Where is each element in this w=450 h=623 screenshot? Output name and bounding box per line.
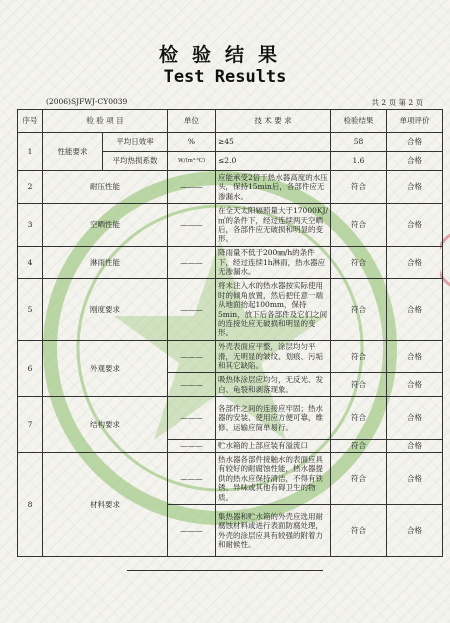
row-rating: 合格 [387,440,443,453]
row-seq: 7 [18,397,43,453]
row-item: 空晒性能 [43,204,168,247]
row-rating: 合格 [387,279,443,341]
row-result: 符合 [331,453,387,505]
row-requirement: 在全天太阳辐照量大于17000KJ/㎡的条件下，经过连续两天空晒后，各部件应无破损和明显的变形。 [216,204,331,247]
row-unit: ——— [168,440,216,453]
table-row [18,171,443,204]
table-row [18,279,443,341]
row-result: 符合 [331,247,387,279]
row-unit: ——— [168,341,216,373]
page-number: 共 2 页 第 2 页 [371,98,423,107]
row-requirement: 降雨量不低于200㎜/h的条件下，经过连续1h淋雨，热水器应无渗漏水。 [216,247,331,279]
row-rating: 合格 [387,247,443,279]
header-item: 检 验 项 目 [43,110,168,133]
row-unit: ——— [168,453,216,505]
row-requirement: ≤2.0 [216,152,331,171]
row-unit: ——— [168,397,216,440]
row-rating: 合格 [387,373,443,397]
row-unit: ——— [168,279,216,341]
row-result: 符合 [331,279,387,341]
row-result: 1.6 [331,152,387,171]
end-of-table-line [127,570,323,571]
row-result: 符合 [331,373,387,397]
row-rating: 合格 [387,341,443,373]
row-result: 58 [331,133,387,152]
row-requirement: 将未注入水的热水器按实际使用时的倾角放置，然后把任意一端从地面抬起100mm，保持5min，放下后各部件及它们之间的连接处应无破损和明显的变形。 [216,279,331,341]
row-result: 符合 [331,505,387,557]
row-requirement: 吸热体涂层应均匀，无反光、发白、龟裂和剥落现象。 [216,373,331,397]
table-row [18,247,443,279]
row-rating: 合格 [387,453,443,505]
row-rating: 合格 [387,505,443,557]
document-code: (2006)SJFWJ-CY0039 [46,97,128,106]
row-unit: ——— [168,247,216,279]
header-rating: 单项评价 [387,110,443,133]
row-requirement: 集热器和贮水箱的外壳应选用耐腐蚀材料或进行表面防腐处理，外壳的涂层应具有较强的附着力和耐候性。 [216,505,331,557]
row-seq: 3 [18,204,43,247]
header-seq: 序号 [18,110,43,133]
table-row [18,204,443,247]
row-requirement: 外壳表面应平整，涂层均匀平滑，无明显的皱纹、划痕、污垢和其它缺陷。 [216,341,331,373]
row-unit: ——— [168,505,216,557]
row-rating: 合格 [387,397,443,440]
table-row [18,341,443,373]
row-result: 符合 [331,204,387,247]
row-item: 材料要求 [43,453,168,557]
row-item: 性能要求 [43,133,103,171]
row-subitem: 平均热损系数 [103,152,168,171]
row-unit: W/(m³·℃) [168,152,216,171]
row-item: 淋雨性能 [43,247,168,279]
row-subitem: 平均日效率 [103,133,168,152]
header-unit: 单位 [168,110,216,133]
header-result: 检验结果 [331,110,387,133]
row-item: 外观要求 [43,341,168,397]
table-row [18,133,443,152]
row-requirement: 热水器各部件接触水的表面应具有较好的耐腐蚀性能，热水器提供的热水应保持清洁，不得有铁锈、异味或其他有碍卫生的物质。 [216,453,331,505]
title-english: Test Results [163,67,287,87]
row-rating: 合格 [387,152,443,171]
row-rating: 合格 [387,133,443,152]
row-requirement: 应能承受2倍于热水器高度的水压头，保持15min后，各部件应无渗漏水。 [216,171,331,204]
row-result: 符合 [331,341,387,373]
row-unit: ——— [168,171,216,204]
row-seq: 1 [18,133,43,171]
row-result: 符合 [331,397,387,440]
row-unit: ——— [168,373,216,397]
row-item: 结构要求 [43,397,168,453]
row-seq: 8 [18,453,43,557]
row-seq: 5 [18,279,43,341]
row-rating: 合格 [387,171,443,204]
row-item: 耐压性能 [43,171,168,204]
row-unit: % [168,133,216,152]
row-requirement: ≥45 [216,133,331,152]
table-row [18,453,443,505]
row-seq: 6 [18,341,43,397]
row-seq: 2 [18,171,43,204]
row-seq: 4 [18,247,43,279]
row-requirement: 贮水箱的上部应装有溢流口 [216,440,331,453]
row-result: 符合 [331,440,387,453]
results-table [17,109,443,557]
row-result: 符合 [331,171,387,204]
table-row [18,397,443,440]
title-chinese: 检验结果 [158,44,291,66]
header-row [18,110,443,133]
row-unit: ——— [168,204,216,247]
row-item: 刚度要求 [43,279,168,341]
header-requirement: 技 术 要 求 [216,110,331,133]
row-rating: 合格 [387,204,443,247]
row-requirement: 各部件之间的连接应牢固；热水器的安装、使用应方便可靠，维修、运输应简单易行。 [216,397,331,440]
